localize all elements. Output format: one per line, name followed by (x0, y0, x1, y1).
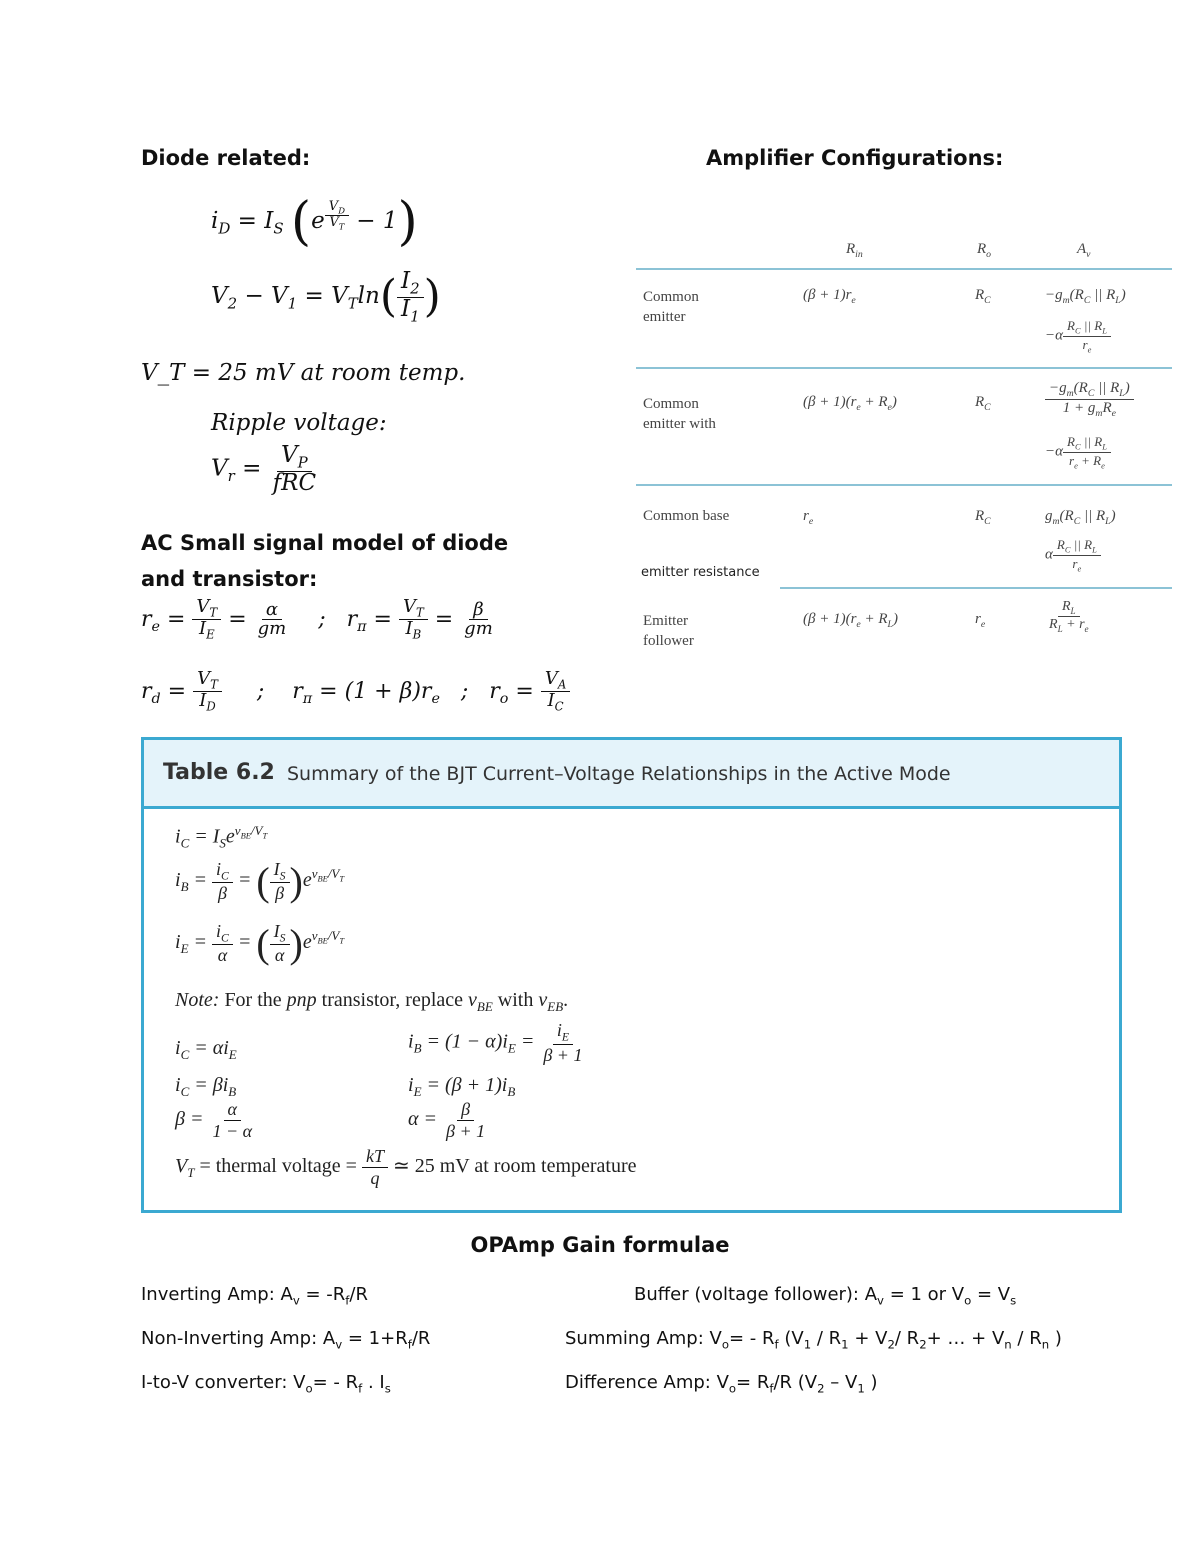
eq-ib: $i_B$ = $\frac{i_C}{\beta}$ = ( $\frac{I_S}{\beta}$ )$e^{v_{BE}/V_T}$ (175, 858, 345, 904)
amplifier-heading: Amplifier Configurations: (706, 146, 1004, 170)
eq-thermal-voltage: V_T = 25 mV at room temp. (141, 360, 466, 386)
diode-heading: Diode related: (141, 146, 311, 170)
opamp-heading: OPAmp Gain formulae (470, 1233, 730, 1257)
amp-row-rin: $(\beta + 1)(r_e + R_e)$ (803, 394, 897, 413)
opamp-summing: Summing Amp: $V_o= - R_f$ ($V_1 / R_1 + V_2/$ $R_2+$ … + $V_n / R_n$ ) (565, 1328, 1062, 1352)
amp-rule (636, 484, 1172, 486)
amp-row-rin: $(\beta + 1)r_e$ (803, 287, 856, 306)
col-rin: $R_{in}$ (846, 241, 863, 260)
amp-row-rin: $(\beta + 1)(r_e + R_L)$ (803, 611, 898, 630)
amp-row-ro: $R_C$ (975, 394, 991, 413)
eq-diode-voltage: $V_2 - V_1 = V_T\ln$( $\frac{I_2}{I_1}$ ) (211, 268, 441, 326)
eq-ic: $i_C = I_Se^{v_{BE}/V_T}$ (175, 823, 268, 851)
col-ro: $R_o$ (977, 241, 992, 260)
amp-row-av-alt: α $\frac{R_C || R_L}{r_e}$ (1045, 537, 1101, 573)
table-title: Summary of the BJT Current–Voltage Relationships in the Active Mode (287, 763, 951, 785)
amp-row-av: $\frac{R_L}{R_L + r_e}$ (1049, 599, 1089, 634)
amp-rule (636, 367, 1172, 369)
eq-thermal: $V_T$ = thermal voltage = $\frac{kT}{q}$ ≃ 25 mV at room temperature (175, 1146, 637, 1188)
opamp-inverting: Inverting Amp: $A_v = -R_f/R$ (141, 1284, 368, 1308)
amp-rule-top (636, 268, 1172, 270)
opamp-difference: Difference Amp: $V_o= R_f/R$ ($V_2 - V_1$ ) (565, 1372, 878, 1396)
amp-row-av: $g_m(R_C$ || $R_L$) (1045, 508, 1116, 527)
amp-row-name: Common emitter (643, 289, 699, 325)
amp-row-av: $-g_m(R_C$ || $R_L$) (1045, 287, 1126, 306)
eq-ib-alpha: $i_B = (1 - \alpha)i_E$ = $\frac{i_E}{\beta + 1}$ (408, 1020, 583, 1065)
opamp-noninverting: Non-Inverting Amp: $A_v = 1+R_f/R$ (141, 1328, 431, 1352)
handwritten-note: emitter resistance (641, 565, 760, 580)
ac-model-heading-2: and transistor: (141, 567, 318, 591)
amp-row-name: Common base (643, 508, 730, 524)
amp-rule (780, 587, 1172, 589)
eq-diode-current: $i_D = I_S$ (e $\frac{V_D}{V_T}$ − 1) (211, 192, 418, 252)
eq-ie-beta: $i_E = (\beta + 1)i_B$ (408, 1074, 516, 1099)
table-6-2 (141, 737, 1122, 1213)
amp-row-ro: $r_e$ (975, 611, 986, 630)
amp-row-name: Emitter follower (643, 613, 694, 649)
eq-ic-beta: $i_C = \beta i_B$ (175, 1074, 237, 1099)
amp-row-ro: $R_C$ (975, 287, 991, 306)
eq-ic-alpha: $i_C = \alpha i_E$ (175, 1037, 237, 1062)
col-av: $A_v$ (1077, 241, 1091, 260)
amp-row-av-alt: −α $\frac{R_C || R_L}{r_e + R_e}$ (1045, 434, 1111, 470)
eq-alpha: α = $\frac{\beta}{\beta + 1}$ (408, 1099, 486, 1141)
table-note: Note: For the pnp transistor, replace $v_{BE}$ with $v_{EB}$. (175, 989, 569, 1014)
amp-row-rin: $r_e$ (803, 508, 814, 527)
ac-model-heading-1: AC Small signal model of diode (141, 531, 509, 555)
eq-ie: $i_E$ = $\frac{i_C}{\alpha}$ = ( $\frac{I_S}{\alpha}$ )$e^{v_{BE}/V_T}$ (175, 920, 345, 966)
opamp-itov: I-to-V converter: $V_o= - R_f$ . $I_s$ (141, 1372, 391, 1396)
amp-row-av-alt: −α $\frac{R_C || R_L}{r_e}$ (1045, 318, 1111, 354)
amp-row-name: Common emitter with (643, 396, 716, 432)
ripple-label: Ripple voltage: (211, 410, 387, 436)
table-number: Table 6.2 (163, 760, 275, 785)
eq-rd-ro: $r_d$ = $\frac{V_T}{I_D}$ ; $r_\pi = (1 + \beta)r_e$ ; $r_o$ = $\frac{V_A}{I_C}$ (141, 670, 570, 714)
eq-re-rpi: $r_e$ = $\frac{V_T}{I_E}$ = $\frac{\alpha}{gm}$ ; $r_\pi$ = $\frac{V_T}{I_B}$ = $\frac{\beta}{gm}$ (141, 596, 493, 642)
eq-ripple-voltage: $V_r$ = $\frac{V_P}{\text{fRC}}$ (211, 442, 317, 496)
opamp-buffer: Buffer (voltage follower): $A_v = 1$ or $V_o = V_s$ (634, 1284, 1017, 1308)
amp-row-ro: $R_C$ (975, 508, 991, 527)
eq-beta: β = $\frac{\alpha}{1 - \alpha}$ (175, 1099, 253, 1141)
amp-row-av: $\frac{-g_m(R_C || R_L)}{1 + g_mR_e}$ (1045, 380, 1134, 419)
table-header (144, 740, 1119, 809)
